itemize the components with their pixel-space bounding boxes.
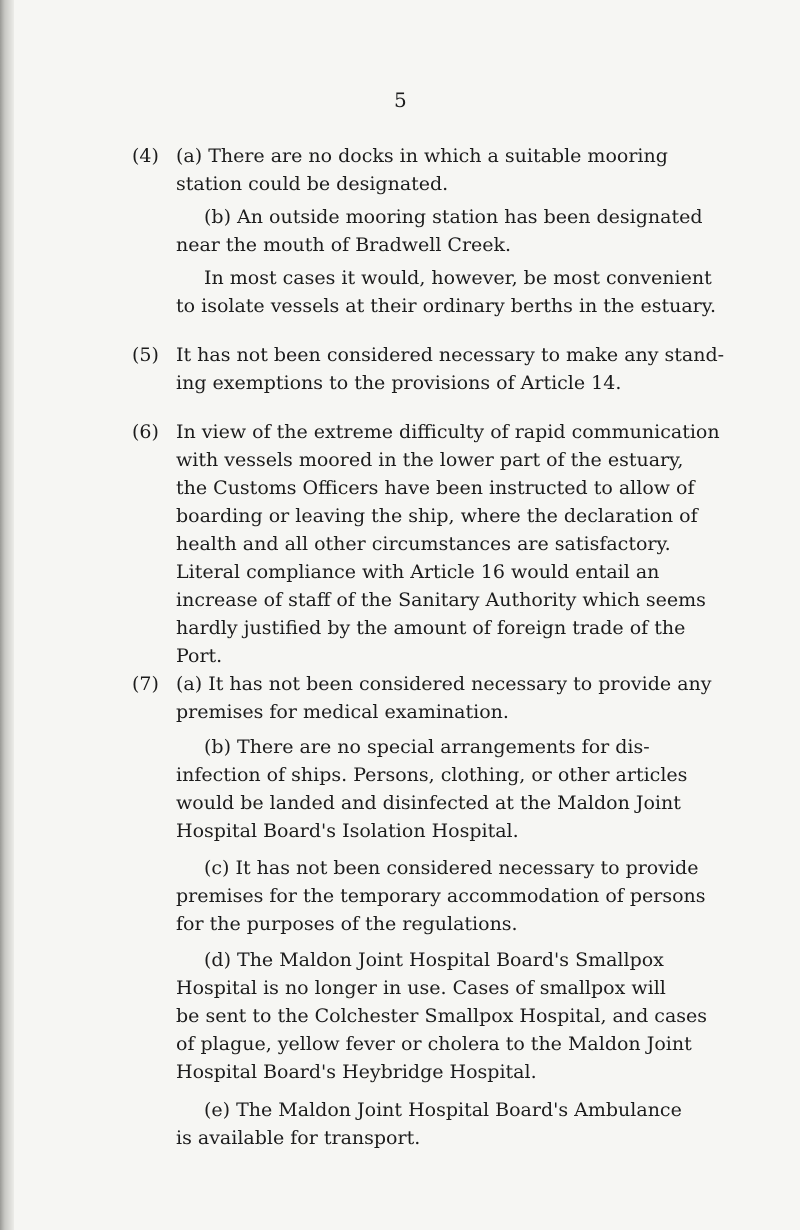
- section-7-paragraph-b: [204, 733, 650, 761]
- section-7-paragraph-c-cont: [176, 882, 706, 938]
- section-7-paragraph-d-cont: [176, 974, 707, 1086]
- section-4-paragraph-b-cont: [176, 231, 511, 259]
- text-line: health and all other circumstances are satisfactory.: [176, 533, 671, 555]
- page-number: 5: [394, 88, 407, 112]
- section-7-paragraph-d: [204, 946, 664, 974]
- text-line: premises for medical examination.: [176, 701, 509, 723]
- text-line: with vessels moored in the lower part of the estuary,: [176, 449, 684, 471]
- text-line: to isolate vessels at their ordinary berths in the estuary.: [176, 295, 716, 317]
- text-line: ing exemptions to the provisions of Article 14.: [176, 372, 622, 394]
- section-7-paragraph-b-cont: [176, 761, 687, 845]
- text-line: It has not been considered necessary to make any stand-: [176, 344, 725, 366]
- section-number-7: (7): [132, 673, 159, 695]
- text-line: be sent to the Colchester Smallpox Hospital, and cases: [176, 1005, 708, 1027]
- text-line: boarding or leaving the ship, where the declaration of: [176, 505, 698, 527]
- section-6-paragraph: [176, 418, 720, 670]
- text-line: of plague, yellow fever or cholera to the Maldon Joint: [176, 1033, 692, 1055]
- text-line: station could be designated.: [176, 173, 449, 195]
- page-edge-shadow: [0, 0, 14, 1230]
- text-line: increase of staff of the Sanitary Authority which seems: [176, 589, 706, 611]
- text-line: premises for the temporary accommodation of persons: [176, 885, 706, 907]
- section-7-paragraph-c: [204, 854, 698, 882]
- text-line: (a) It has not been considered necessary to provide any: [176, 673, 712, 695]
- section-4-paragraph-c: [204, 264, 712, 292]
- text-line: (b) An outside mooring station has been designated: [204, 206, 703, 228]
- section-number-6: (6): [132, 421, 159, 443]
- text-line: (a) There are no docks in which a suitable mooring: [176, 145, 668, 167]
- text-line: would be landed and disinfected at the Maldon Joint: [176, 792, 681, 814]
- section-4-paragraph-c-cont: [176, 292, 716, 320]
- text-line: (c) It has not been considered necessary to provide: [204, 857, 699, 879]
- text-line: Literal compliance with Article 16 would entail an: [176, 561, 660, 583]
- text-line: near the mouth of Bradwell Creek.: [176, 234, 512, 256]
- section-5-paragraph: [176, 341, 724, 397]
- text-line: Hospital Board's Heybridge Hospital.: [176, 1061, 537, 1083]
- text-line: Hospital is no longer in use. Cases of smallpox will: [176, 977, 666, 999]
- text-line: In view of the extreme difficulty of rapid communication: [176, 421, 720, 443]
- section-7-paragraph-e-cont: [176, 1124, 420, 1152]
- text-line: is available for transport.: [176, 1127, 421, 1149]
- text-line: infection of ships. Persons, clothing, or other articles: [176, 764, 688, 786]
- text-line: (e) The Maldon Joint Hospital Board's Ambulance: [204, 1099, 682, 1121]
- section-number-5: (5): [132, 344, 159, 366]
- text-line: (d) The Maldon Joint Hospital Board's Smallpox: [204, 949, 664, 971]
- section-4-paragraph-b: [204, 203, 703, 231]
- section-7-paragraph-a: [176, 670, 712, 726]
- section-number-4: (4): [132, 145, 159, 167]
- text-line: the Customs Officers have been instructed to allow of: [176, 477, 695, 499]
- text-line: Hospital Board's Isolation Hospital.: [176, 820, 519, 842]
- text-line: hardly justified by the amount of foreign trade of the: [176, 617, 686, 639]
- text-line: (b) There are no special arrangements for dis-: [204, 736, 650, 758]
- text-line: Port.: [176, 645, 223, 667]
- section-7-paragraph-e: [204, 1096, 682, 1124]
- section-4-paragraph-a: [176, 142, 668, 198]
- text-line: In most cases it would, however, be most convenient: [204, 267, 712, 289]
- text-line: for the purposes of the regulations.: [176, 913, 518, 935]
